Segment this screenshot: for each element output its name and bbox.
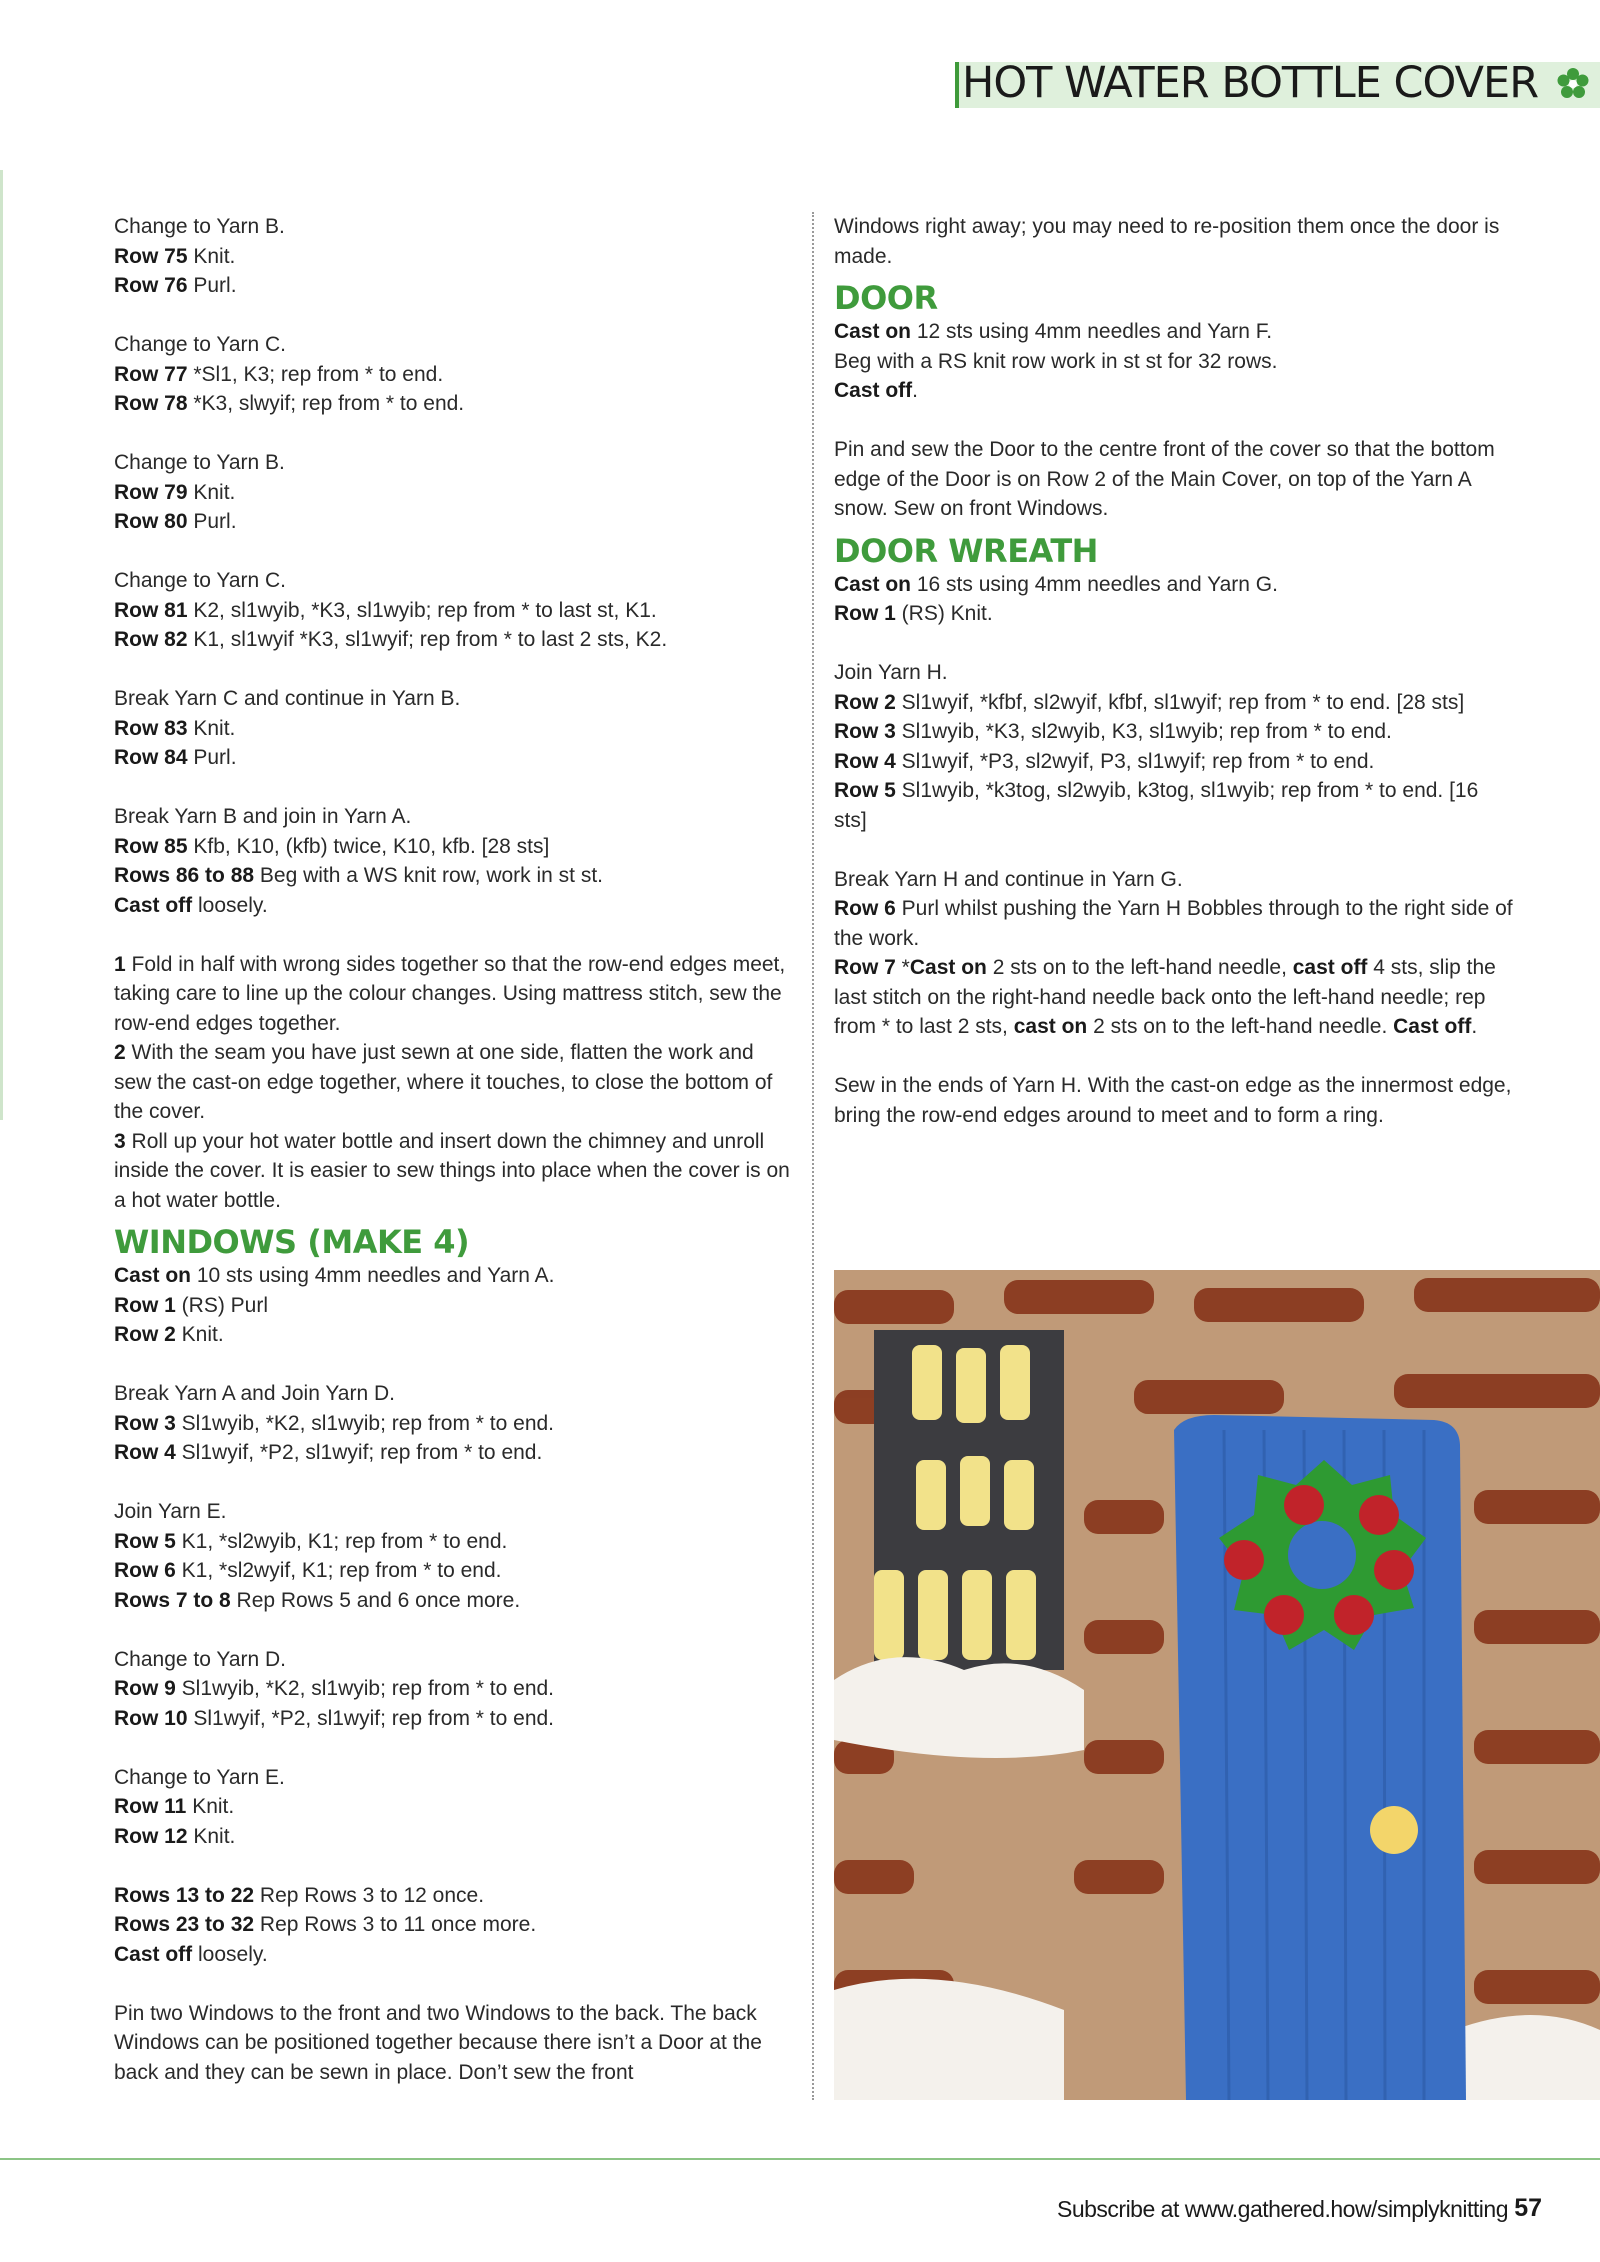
instruction-line [114,566,794,596]
bold-label: cast off [1292,956,1368,979]
instruction-line [114,625,794,655]
body-text: Change to Yarn E. [114,1765,285,1789]
instruction-line [834,688,1514,718]
bold-label: Cast on [834,572,912,596]
body-text: Knit. [187,716,236,740]
bold-label: Row 81 [114,598,188,622]
instruction-line [834,776,1514,835]
instruction-line [114,950,794,1039]
instruction-line [114,448,794,478]
spacer [114,1350,794,1380]
spacer [114,655,794,685]
body-text: K1, *sl2wyif, K1; rep from * to end. [175,1559,502,1582]
spacer [114,1615,794,1645]
instruction-line [834,953,1514,1042]
body-text: 2 sts on to the left-hand needle, [986,956,1293,979]
body-text: 4 sts, slip the last stitch on the right-hand needle back onto the left-hand needle; rep from * to last 2 sts, [834,956,1496,1038]
bold-label: Row 9 [114,1677,176,1700]
body-text: *Sl1, K3; rep from * to end. [187,362,444,386]
bold-label: Row 6 [834,897,896,920]
body-text: 10 sts using 4mm needles and Yarn A. [191,1264,555,1287]
instruction-line [114,1881,794,1911]
bold-label: Row 6 [114,1559,176,1582]
body-text: Sl1wyib, *K2, sl1wyib; rep from * to end. [175,1411,555,1435]
bold-label: Row 80 [114,510,188,533]
bold-label: Row 5 [114,1529,176,1553]
instruction-line [114,861,794,891]
instruction-line [114,714,794,744]
spacer [114,537,794,567]
instruction-line [114,507,794,537]
spacer [834,1042,1514,1072]
body-text: Purl whilst pushing the Yarn H Bobbles through to the right side of the work. [834,897,1513,950]
body-text: Knit. [186,1795,235,1818]
instruction-line [114,271,794,301]
knitted-door-photo [834,1270,1600,2100]
instruction-line [114,1127,794,1216]
instruction-line [834,747,1514,777]
body-text: Beg with a WS knit row, work in st st. [254,864,604,887]
instruction-line [114,1438,794,1468]
bold-label: Row 2 [114,1323,176,1346]
body-text: (RS) Knit. [895,602,993,625]
body-text: 2 sts on to the left-hand needle. [1087,1015,1394,1038]
bold-label: Rows 23 to 32 [114,1913,255,1936]
instruction-line [114,1261,794,1291]
instruction-line [114,1556,794,1586]
bold-label: 2 [114,1041,126,1064]
body-text: (RS) Purl [175,1293,269,1317]
body-text: loosely. [192,893,268,917]
spacer [114,301,794,331]
instruction-line [114,1704,794,1734]
instruction-line [834,376,1514,406]
instruction-line [834,865,1514,895]
body-text: 16 sts using 4mm needles and Yarn G. [911,572,1278,596]
right-column [834,212,1514,1130]
instruction-line [114,1320,794,1350]
instruction-line [114,1291,794,1321]
bold-label: Row 75 [114,244,188,268]
instruction-line [834,717,1514,747]
instruction-line [114,1038,794,1127]
instruction-line [834,1071,1514,1130]
instruction-line [834,435,1514,524]
body-text: K2, sl1wyib, *K3, sl1wyib; rep from * to last st, K1. [187,598,657,622]
footer-subscribe: Subscribe at www.gathered.how/simplyknitting [1056,2196,1508,2222]
instruction-line [834,570,1514,600]
spacer [114,773,794,803]
instruction-line [114,1674,794,1704]
page-number: 57 [1514,2194,1542,2222]
bold-label: Row 11 [114,1795,187,1818]
body-text: Knit. [175,1323,224,1346]
spacer [114,1969,794,1999]
body-text: Sew in the ends of Yarn H. With the cast-on edge as the innermost edge, bring the row-end edges around to meet and to form a ring. [834,1074,1512,1127]
body-text: Break Yarn H and continue in Yarn G. [834,867,1183,891]
body-text: * [895,956,910,979]
bold-label: Row 83 [114,716,188,740]
bold-label: Row 12 [114,1824,188,1848]
spacer [114,419,794,449]
bold-label: Cast on [909,956,987,979]
body-text: Break Yarn B and join in Yarn A. [114,805,412,828]
instruction-line [114,389,794,419]
bold-label: Cast off [114,1942,193,1966]
bold-label: Row 85 [114,834,188,858]
body-text: Knit. [187,244,236,268]
body-text: Change to Yarn C. [114,333,286,356]
instruction-line [114,1999,794,2088]
instruction-line [114,1792,794,1822]
bold-label: Row 82 [114,628,188,651]
body-text: Sl1wyif, *P2, sl1wyif; rep from * to end. [187,1706,555,1730]
body-text: *K3, slwyif; rep from * to end. [187,392,465,415]
instruction-line [114,1940,794,1970]
bold-label: Cast off [114,893,193,917]
body-text: Roll up your hot water bottle and insert down the chimney and unroll inside the cover. It is easier to sew things into place when the cover is on a hot water bottle. [114,1129,790,1212]
instruction-line [114,478,794,508]
instruction-line [114,1527,794,1557]
body-text: Join Yarn H. [834,661,948,684]
body-text: K1, sl1wyif *K3, sl1wyif; rep from * to last 2 sts, K2. [187,628,668,651]
section-heading: WINDOWS (MAKE 4) [114,1223,470,1261]
spacer [114,1468,794,1498]
body-text: Rep Rows 3 to 11 once more. [254,1913,537,1936]
flower-icon [1555,66,1591,102]
column-divider [812,212,814,2100]
body-text: K1, *sl2wyib, K1; rep from * to end. [175,1529,508,1553]
bold-label: Row 76 [114,274,188,297]
footer-rule [0,2158,1600,2160]
body-text: Sl1wyif, *P2, sl1wyif; rep from * to end. [175,1441,543,1464]
body-text: Windows right away; you may need to re-position them once the door is made. [834,215,1500,268]
body-text: Kfb, K10, (kfb) twice, K10, kfb. [28 sts] [187,834,550,858]
body-text: . [1471,1015,1478,1038]
instruction-line [114,1763,794,1793]
instruction-line [114,360,794,390]
instruction-line [114,891,794,921]
body-text: Join Yarn E. [114,1500,227,1523]
instruction-line [114,1910,794,1940]
body-text: Purl. [187,746,237,769]
body-text: Purl. [187,510,237,533]
bold-label: Cast off [1393,1015,1472,1038]
bold-label: Cast on [834,320,912,343]
bold-label: Row 77 [114,362,188,386]
spacer [114,1733,794,1763]
spacer [114,1851,794,1881]
instruction-line [114,802,794,832]
left-column [114,212,794,2087]
bold-label: Cast off [834,379,913,402]
body-text: Break Yarn C and continue in Yarn B. [114,687,461,710]
bold-label: Row 84 [114,746,188,769]
bold-label: Row 10 [114,1706,188,1730]
instruction-line [114,212,794,242]
instruction-line [834,317,1514,347]
bold-label: Row 7 [834,956,896,979]
bold-label: Row 3 [834,720,896,743]
body-text: Knit. [187,1824,236,1848]
spacer [834,629,1514,659]
body-text: . [912,379,919,402]
bold-label: Row 4 [834,749,896,773]
instruction-line [114,1586,794,1616]
instruction-line [834,894,1514,953]
instruction-line [114,1409,794,1439]
instruction-line [834,212,1514,271]
body-text: Sl1wyib, *k3tog, sl2wyib, k3tog, sl1wyib; rep from * to end. [16 sts] [834,779,1479,832]
body-text: Pin two Windows to the front and two Windows to the back. The back Windows can be positioned together because there isn’t a Door at the back and they can be sewn in place. Don’t sew the front [114,2001,762,2084]
instruction-line [114,1822,794,1852]
body-text: Change to Yarn C. [114,569,286,592]
body-text: Rep Rows 3 to 12 once. [254,1883,485,1907]
instruction-line [114,743,794,773]
bold-label: Row 1 [114,1293,176,1317]
bold-label: Row 3 [114,1411,176,1435]
instruction-line [114,1645,794,1675]
body-text: Sl1wyib, *K3, sl2wyib, K3, sl1wyib; rep from * to end. [895,720,1392,743]
body-text: loosely. [192,1942,268,1966]
instruction-line [114,1379,794,1409]
page-title: HOT WATER BOTTLE COVER [962,58,1539,108]
instruction-line [834,347,1514,377]
body-text: Sl1wyif, *P3, sl2wyif, P3, sl1wyif; rep from * to end. [895,749,1375,773]
instruction-line [834,599,1514,629]
bold-label: 1 [114,952,126,976]
bold-label: Row 5 [834,779,896,802]
bold-label: Rows 86 to 88 [114,864,255,887]
body-text: Rep Rows 5 and 6 once more. [230,1588,521,1612]
body-text: Change to Yarn B. [114,215,285,238]
instruction-line [114,596,794,626]
instruction-line [114,684,794,714]
body-text: Knit. [187,480,236,504]
bold-label: Row 79 [114,480,188,504]
body-text: With the seam you have just sewn at one side, flatten the work and sew the cast-on edge together, where it touches, to close the bottom of the cover. [114,1041,773,1123]
bold-label: Rows 7 to 8 [114,1588,231,1612]
instruction-line [114,242,794,272]
instruction-line [114,1497,794,1527]
bold-label: Row 2 [834,690,896,714]
bold-label: cast on [1013,1015,1088,1038]
body-text: Beg with a RS knit row work in st st for 32 rows. [834,349,1278,373]
body-text: Sl1wyib, *K2, sl1wyib; rep from * to end. [175,1677,555,1700]
spacer [834,835,1514,865]
section-heading: DOOR WREATH [834,531,1098,570]
bold-label: Row 78 [114,392,188,415]
instruction-line [114,330,794,360]
body-text: Sl1wyif, *kfbf, sl2wyif, kfbf, sl1wyif; rep from * to end. [28 sts] [895,690,1465,714]
body-text: Change to Yarn D. [114,1647,286,1671]
section-heading: DOOR [834,279,938,317]
body-text: Change to Yarn B. [114,451,285,474]
body-text: Purl. [187,274,237,297]
instruction-line [834,658,1514,688]
bold-label: Cast on [114,1264,192,1287]
bold-label: Row 1 [834,602,896,625]
bold-label: Row 4 [114,1441,176,1464]
instruction-line [114,832,794,862]
body-text: Break Yarn A and Join Yarn D. [114,1382,395,1405]
bold-label: Rows 13 to 22 [114,1883,255,1907]
spacer [834,406,1514,436]
body-text: Pin and sew the Door to the centre front of the cover so that the bottom edge of the Door is on Row 2 of the Main Cover, on top of the Yarn A snow. Sew on front Windows. [834,438,1495,520]
body-text: 12 sts using 4mm needles and Yarn F. [911,320,1273,343]
body-text: Fold in half with wrong sides together so that the row-end edges meet, taking care to line up the colour changes. Using mattress stitch, sew the row-end edges together. [114,952,786,1035]
spacer [114,920,794,950]
bold-label: 3 [114,1129,126,1153]
page-edge-accent [0,170,3,1120]
